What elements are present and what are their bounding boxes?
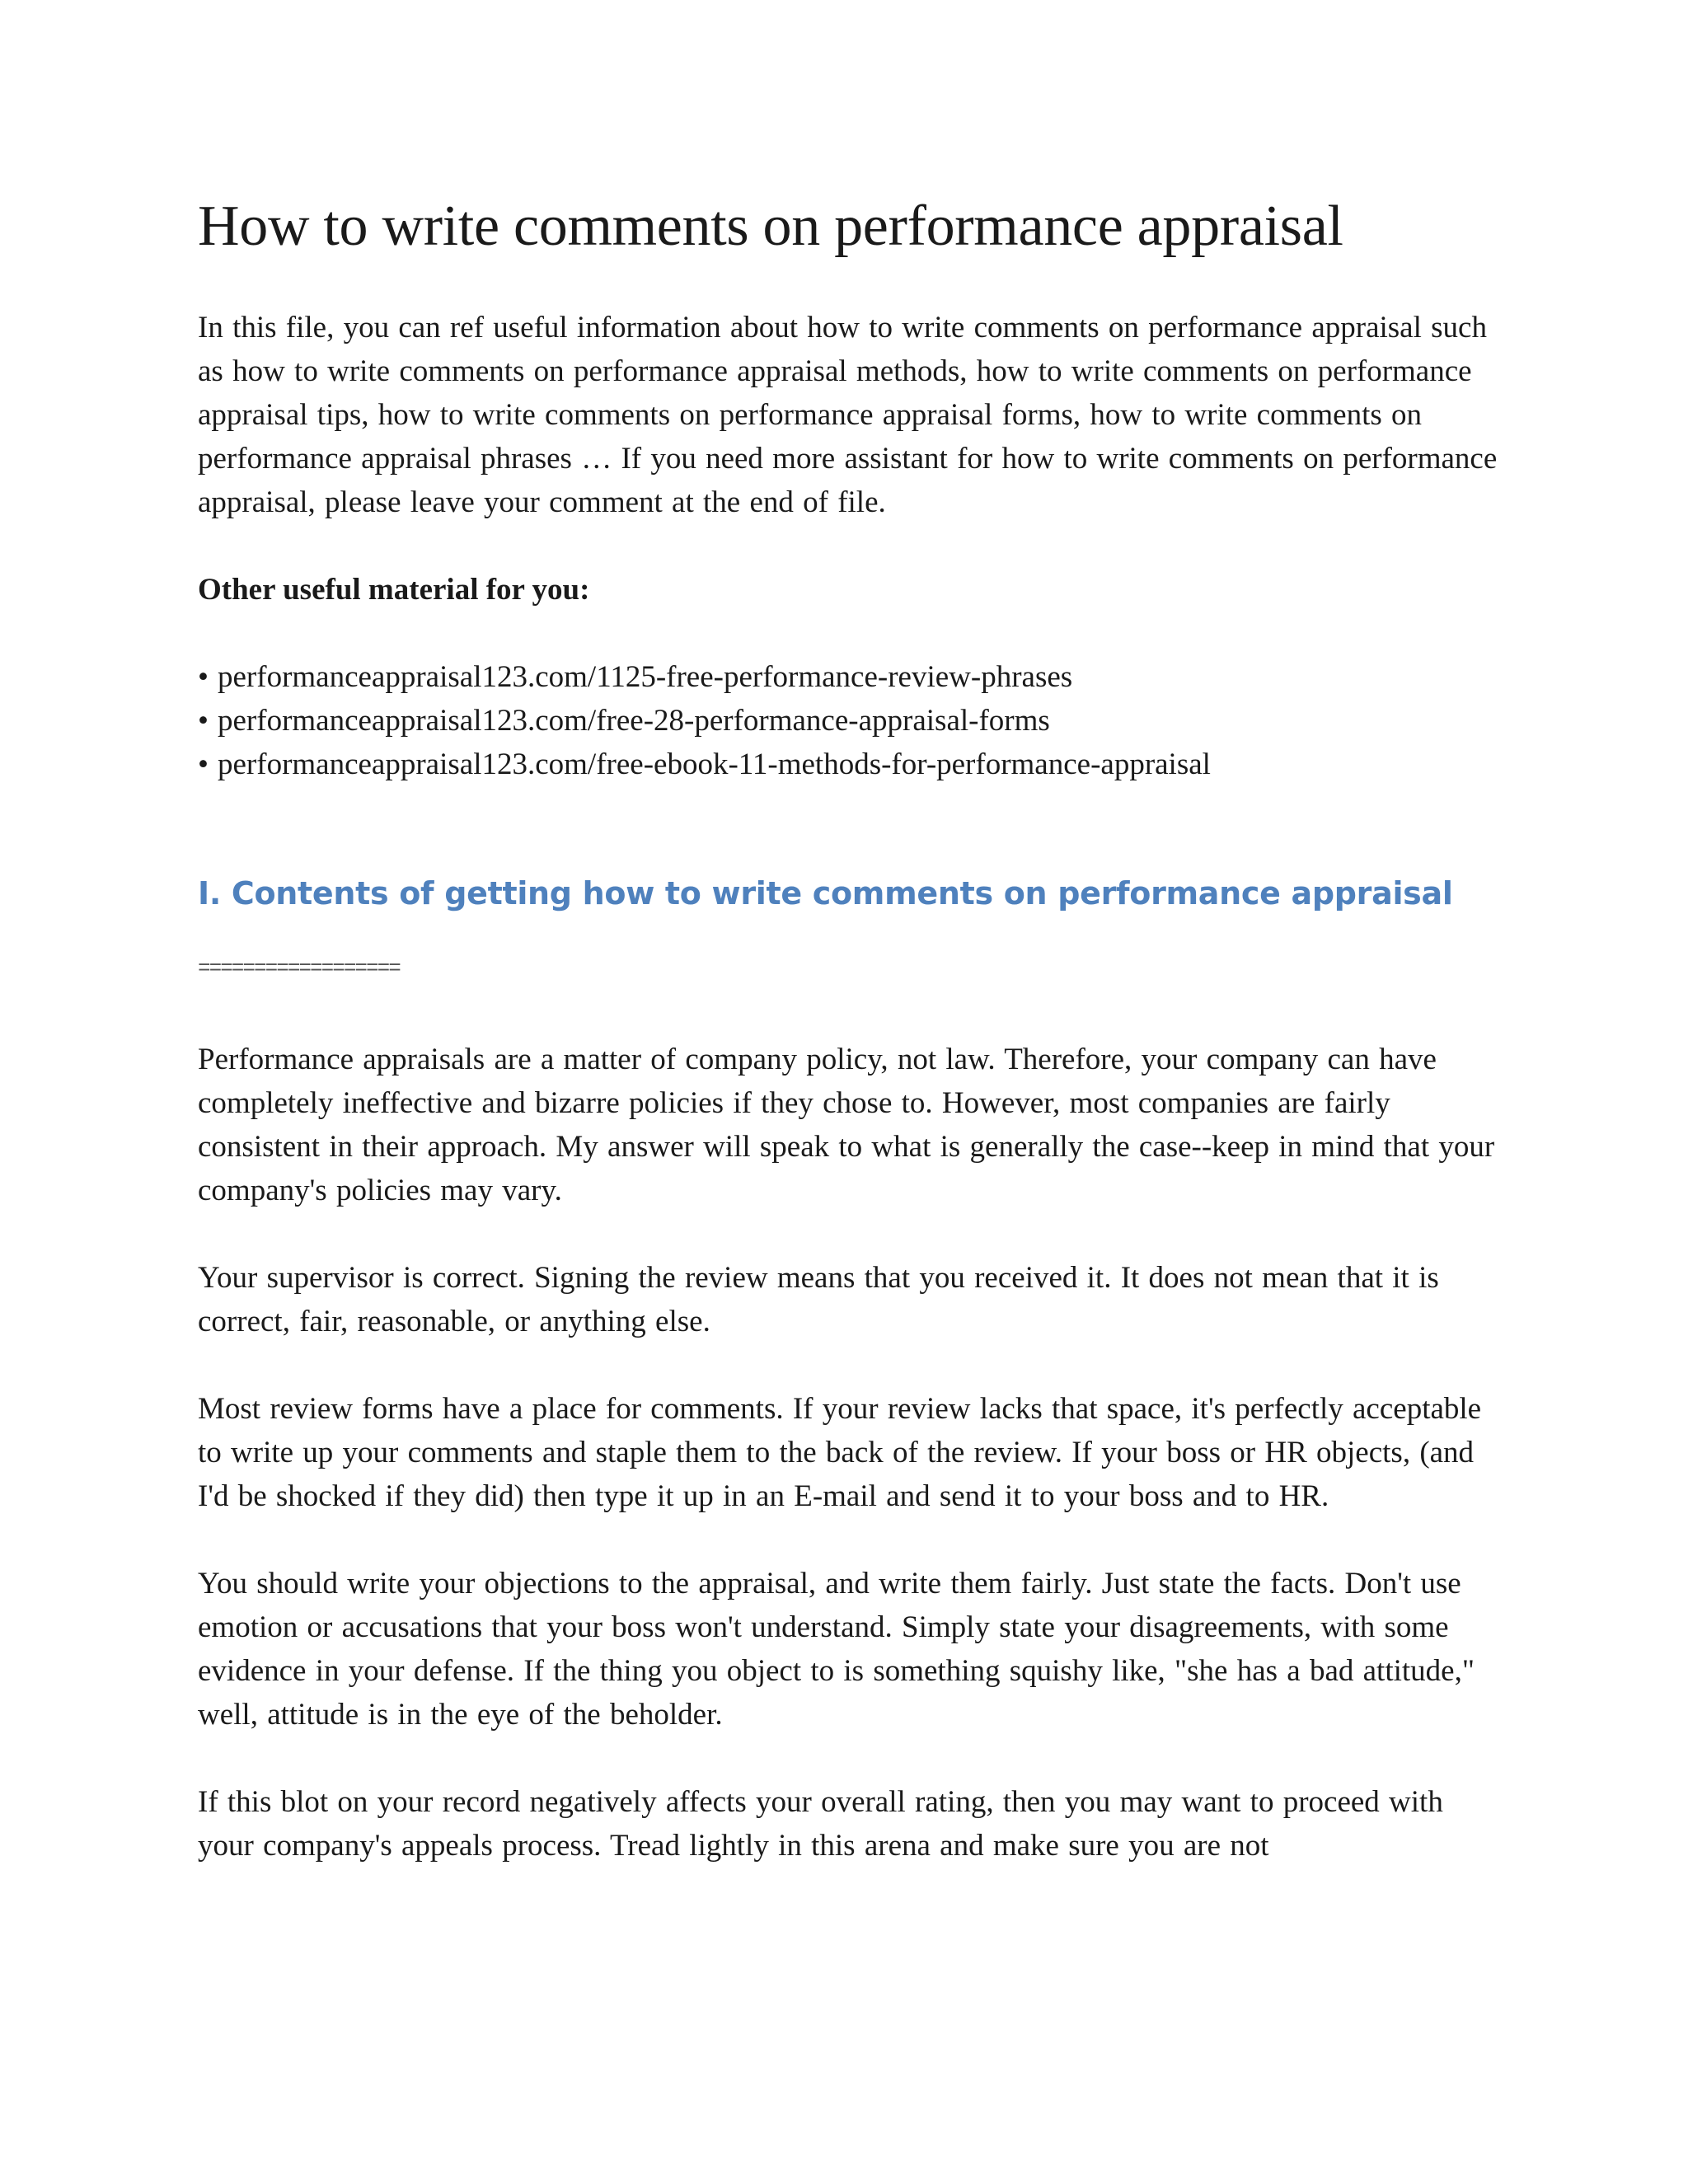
material-link-list	[198, 655, 1500, 786]
body-paragraph: Your supervisor is correct. Signing the review means that you received it. It does not mean that it is correct, fair, reasonable, or anything else.	[198, 1261, 1439, 1339]
separator-line: ==================	[198, 956, 400, 982]
section-heading: I. Contents of getting how to write comments on performance appraisal	[198, 874, 1453, 912]
bullet-icon: •	[198, 659, 209, 694]
material-link-item[interactable]	[198, 699, 1500, 743]
body-paragraph: You should write your objections to the appraisal, and write them fairly. Just state the facts. Don't use emotion or accusations that your boss won't understand. Simply state your disagreements, with some evidence in your defense. If the thing you object to is something squishy like, "she has a bad attitude," well, attitude is in the eye of the beholder.	[198, 1567, 1475, 1732]
body-paragraph: Most review forms have a place for comments. If your review lacks that space, it's perfectly acceptable to write up your comments and staple them to the back of the review. If your boss or HR objects, (and I'd be shocked if they did) then type it up in an E-mail and send it to your boss and to HR.	[198, 1392, 1482, 1514]
bullet-icon: •	[198, 747, 209, 781]
other-material-heading: Other useful material for you:	[198, 572, 590, 607]
document-body	[198, 185, 1500, 1911]
material-link-text[interactable]: performanceappraisal123.com/free-ebook-11-methods-for-performance-appraisal	[218, 747, 1211, 781]
material-link-item[interactable]	[198, 655, 1500, 699]
material-link-item[interactable]	[198, 743, 1500, 786]
document-title: How to write comments on performance appraisal	[198, 194, 1343, 258]
intro-paragraph: In this file, you can ref useful information about how to write comments on performance appraisal such as how to write comments on performance appraisal methods, how to write comments on performance appraisal tips, how to write comments on performance appraisal forms, how to write comments on performance appraisal phrases … If you need more assistant for how to write comments on performance appraisal, please leave your comment at the end of file.	[198, 310, 1498, 519]
body-paragraph: If this blot on your record negatively affects your overall rating, then you may want to proceed with your company's appeals process. Tread lightly in this arena and make sure you are not	[198, 1785, 1443, 1863]
material-link-text[interactable]: performanceappraisal123.com/free-28-performance-appraisal-forms	[218, 703, 1050, 738]
material-link-text[interactable]: performanceappraisal123.com/1125-free-performance-review-phrases	[218, 659, 1073, 694]
body-paragraph: Performance appraisals are a matter of company policy, not law. Therefore, your company can have completely ineffective and bizarre policies if they chose to. However, most companies are fairly consistent in their approach. My answer will speak to what is generally the case--keep in mind that your company's policies may vary.	[198, 1043, 1495, 1208]
bullet-icon: •	[198, 703, 209, 738]
